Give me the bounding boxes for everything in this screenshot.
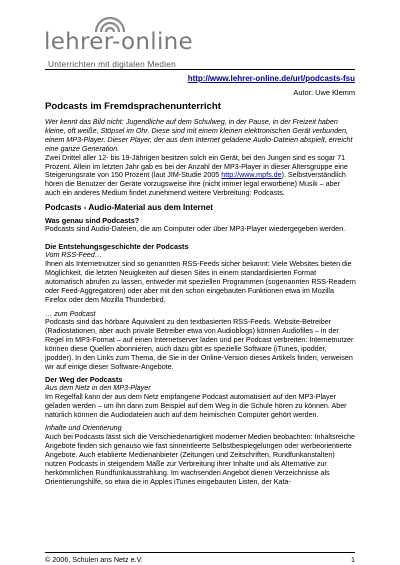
author-line: Autor: Uwe Klemm [293, 88, 355, 97]
way-heading: Der Weg der Podcasts [45, 374, 123, 384]
content-paragraph: Auch bei Podcasts lässt sich die Verschiedenartigkeit moderner Medien beobachten: Inhaltsreiche Angebote finden sich genauso wie fast sinnentleerte Selbstbespiegelungen oder werbeorientierte Angebote. Auch etablierte Medienanbieter (Zeitungen und Zeitschriften, Rundfunkanstalten) nutzen Podcasts in steigendem Maße zur Verbreitung ihrer Inhalte und als Alternative zur herkömmlichen Rundfunkausstrahlung. Im wachsenden Angebot dienen Verzeichnisse als Orientierungshilfe, so etwa die in Apples iTunes eingebauten Listen, der Kata- [45, 433, 356, 486]
way-paragraph: Im Regelfall kann der aus dem Netz empfangene Podcast automatisiert auf den MP3-Player geladen werden – um ihn dann zum Beispiel auf dem Weg in die Schule hören zu können. Aber natürlich können die Audiodateien auch auf dem heimischen Computer gehört werden. [45, 392, 347, 419]
article-title: Podcasts im Fremdsprachenunterricht [45, 101, 221, 112]
logo-wordmark: lehrer-online [44, 29, 193, 55]
history-heading: Die Entstehungsgeschichte der Podcasts [45, 242, 189, 252]
mpfs-link[interactable]: http://www.mpfs.de [221, 171, 282, 180]
logo-tagline: Unterrichten mit digitalen Medien [48, 59, 176, 69]
way-subheading: Aus dem Netz in den MP3-Player [45, 383, 151, 392]
content-subheading: Inhalte und Orientierung [45, 424, 122, 433]
podcast-paragraph: Podcasts sind das hörbare Äquivalent zu den textbasierten RSS-Feeds. Website-Betreiber (Radiostationen, aber auch private Betreiber etwa von Audioblogs) können Audiofiles – in der Regel im MP3-Format – auf einen Internetserver laden und per Podcast verbreiten: Internetnutzer können diese Quellen abonnieren, auch dazu gibt es spezielle Software (iTunes, ipodder, jpodder). In den Links zum Thema, die Sie in der Online-Version dieses Artikels finden, verweisen wir auf einige dieser Software-Angebote. [45, 318, 354, 371]
statistics-paragraph [45, 154, 356, 199]
answer-paragraph: Podcasts sind Audio-Dateien, die am Computer oder über MP3-Player wiedergegeben werden. [45, 225, 346, 234]
history-subheading: Vom RSS-Feed… [45, 251, 102, 260]
question-heading: Was genau sind Podcasts? [45, 216, 140, 226]
article-url-link[interactable]: http://www.lehrer-online.de/url/podcasts-fsu [187, 74, 355, 83]
statistics-text-start: Zwei Drittel aller 12- bis 19-Jährigen besitzen solch ein Gerät, bei den Jungen sind es sogar 71 Prozent. Allein im letzten Jahr gab es bei der Anzahl der MP3-Player in dieser Altersgruppe eine Steigerungsrate von 150 Prozent (laut JIM-Studie 2005 [45, 153, 348, 180]
header-divider [45, 69, 355, 70]
footer-divider [45, 552, 355, 553]
lehrer-online-logo[interactable] [44, 12, 204, 72]
section-heading: Podcasts - Audio-Material aus dem Internet [45, 203, 214, 213]
podcast-subheading: … zum Podcast [45, 309, 96, 318]
article-body [45, 101, 356, 487]
statistics-text-end: ). Selbstverständlich hören die Benutzer der Geräte vorzugsweise ihre (nicht immer legal erworbene) Musik – aber auch ein anderes Medium findet zunehmend weitere Verbreitung: Podcasts. [45, 171, 346, 198]
copyright-notice: © 2006, Schulen ans Netz e.V. [45, 555, 143, 564]
page-number: 1 [351, 555, 355, 564]
history-paragraph: Ihnen als Internetnutzer sind so genannten RSS-Feeds sicher bekannt: Viele Websites bieten die Möglichkeit, die letzten Neuigkeiten auf diesen Sites in einem standardisierten Format automatisch abrufen zu lassen, entweder mit speziellen Programmen (sogenannten RSS-Readern oder Feed-Aggregatoren) oder aber mit den schon eingebauten Funktionen etwa im Mozilla Firefox oder dem Mozilla Thunderbird. [45, 259, 356, 304]
intro-paragraph: Wer kennt das Bild nicht: Jugendliche auf dem Schulweg, in der Pause, in der Freizeit haben kleine, oft weiße, Stöpsel im Ohr. Diese sind mit einem kleinen elektronischen Gerät verbunden, einem MP3-Player. Dieser Player, der aus dem Internet geladene Audio-Dateien abspielt, erreicht eine ganze Generation. [45, 118, 353, 153]
